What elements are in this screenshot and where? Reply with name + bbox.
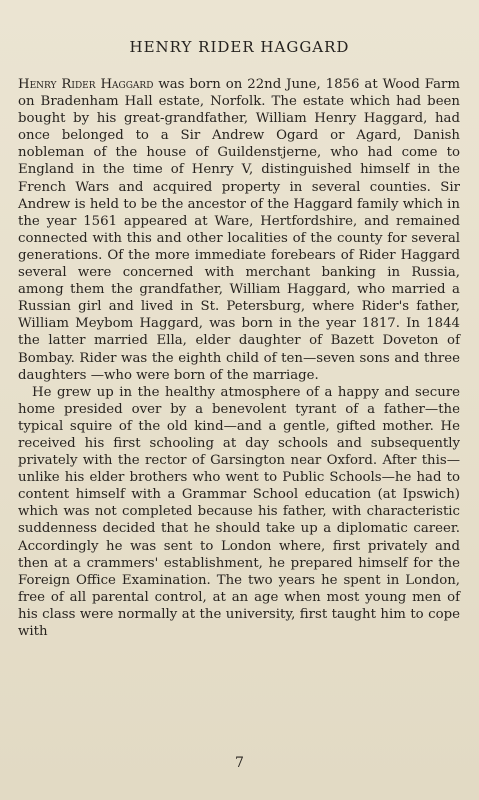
paragraph-2-text: He grew up in the healthy atmosphere of a happy and secure home presided over by a benevolent tyrant of a father—the typical squire of the old kind—and a gentle, gifted mother. He received his first schooling at day schools and subsequently privately with the rector of Garsington near Oxford. After this—unlike his elder brothers who went to Public Schools—he had to content himself with a Grammar School education (at Ipswich) which was not completed because his father, with characteristic suddenness decided that he should take up a diplomatic career. Accordingly he was sent to London where, first privately and then at a crammers' establishment, he prepared himself for the Foreign Office Examination. The two years he spent in London, free of all parental control, at an age when most young men of his class were normally at the university, first taught him to cope with	[18, 384, 460, 639]
running-head: HENRY RIDER HAGGARD	[129, 38, 350, 56]
page-number: 7	[235, 755, 244, 771]
body-text	[18, 76, 460, 640]
paragraph-1-text: was born on 22nd June, 1856 at Wood Farm on Bradenham Hall estate, Norfolk. The estate which had been bought by his great-grandfather, William Henry Haggard, had once belonged to a Sir Andrew Ogard or Agard, Danish nobleman of the house of Guildenstjerne, who had come to England in the time of Henry V, distinguished himself in the French Wars and acquired property in several counties. Sir Andrew is held to be the ancestor of the Haggard family which in the year 1561 appeared at Ware, Hertfordshire, and remained connected with this and other localities of the county for several generations. Of the more immediate forebears of Rider Haggard several were concerned with merchant banking in Russia, among them the grandfather, William Haggard, who married a Russian girl and lived in St. Petersburg, where Rider's father, William Meybom Haggard, was born in the year 1817. In 1844 the latter married Ella, elder daughter of Bazett Doveton of Bombay. Rider was the eighth child of ten—seven sons and three daughters —who were born of the marriage.	[18, 77, 461, 383]
paragraph-2	[18, 384, 460, 640]
paragraph-1-lead: Henry Rider Haggard	[18, 77, 154, 92]
paragraph-1	[18, 76, 460, 384]
